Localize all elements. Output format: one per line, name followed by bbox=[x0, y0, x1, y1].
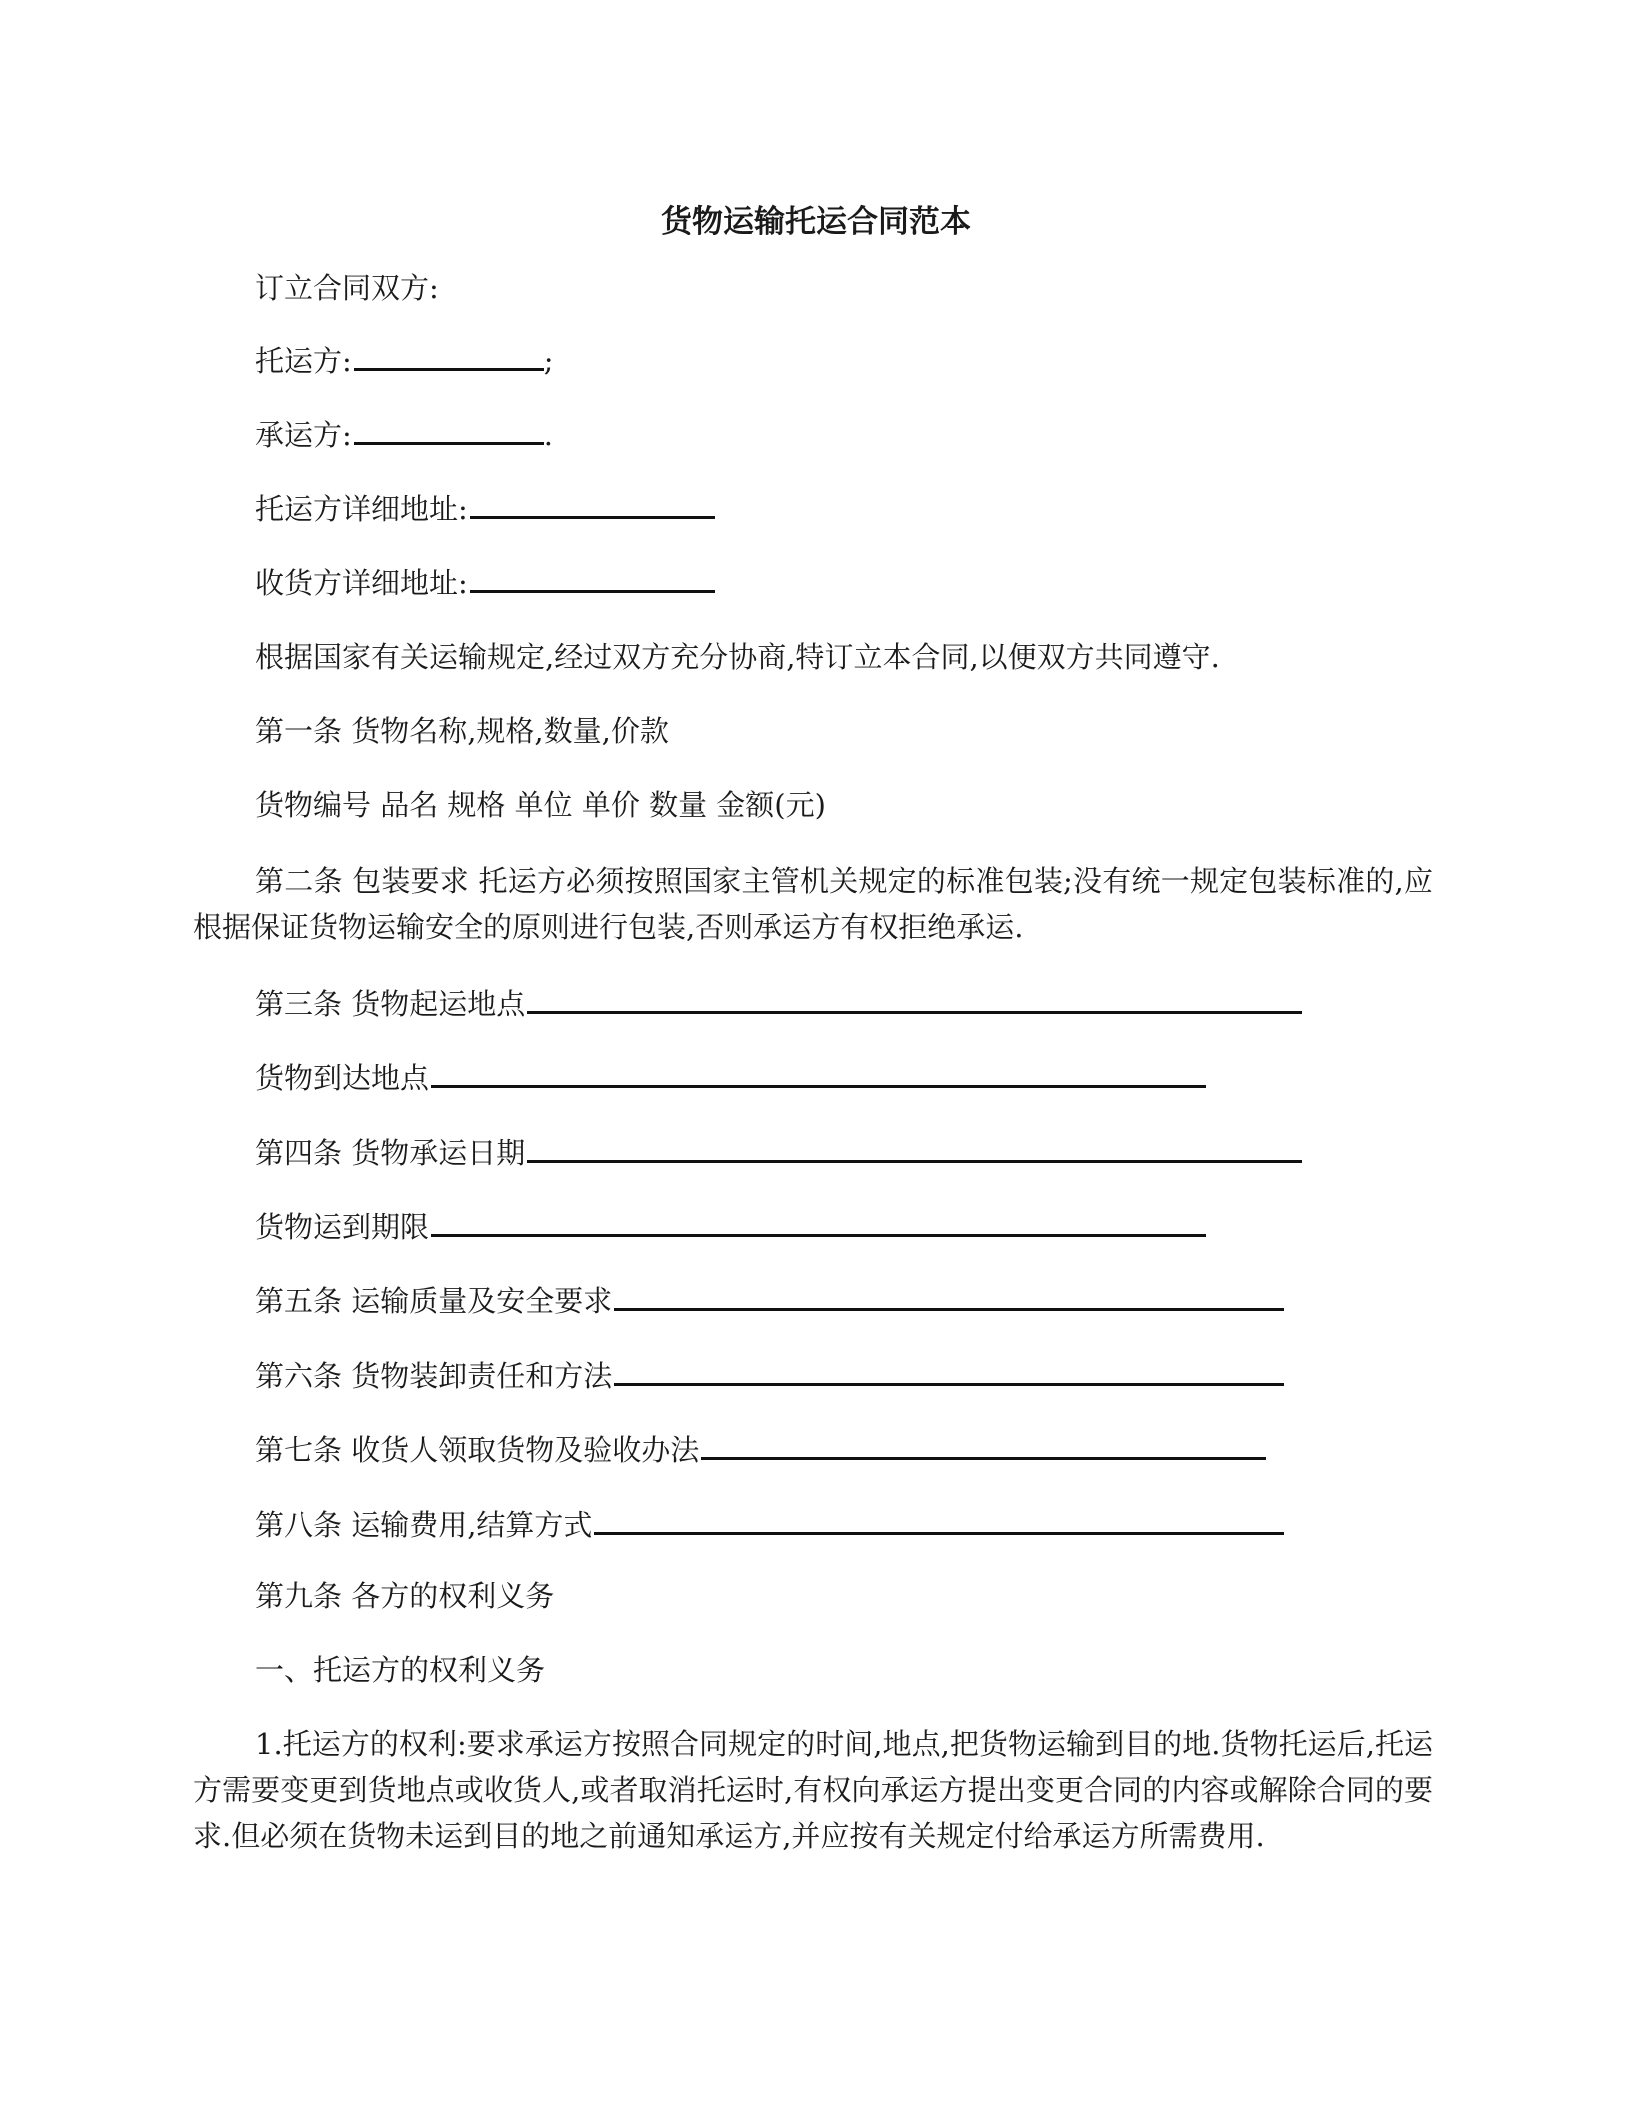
article6-blank bbox=[614, 1353, 1284, 1386]
shipper-blank bbox=[354, 338, 544, 371]
article3-destination-line bbox=[255, 1055, 1206, 1098]
article8-label: 第八条 运输费用,结算方式 bbox=[255, 1508, 593, 1542]
parties-heading: 订立合同双方: bbox=[255, 271, 439, 305]
carrier-label: 承运方: bbox=[255, 418, 352, 452]
article7-line bbox=[255, 1427, 1266, 1470]
article4-deadline-line bbox=[255, 1204, 1206, 1247]
article8-line bbox=[255, 1502, 1284, 1545]
shipper-address-line bbox=[255, 486, 715, 529]
article4-date-label: 第四条 货物承运日期 bbox=[255, 1136, 526, 1170]
article5-blank bbox=[614, 1278, 1284, 1311]
article9-item1-paragraph: 1.托运方的权利:要求承运方按照合同规定的时间,地点,把货物运输到目的地.货物托运后,托运方需要变更到货地点或收货人,或者取消托运时,有权向承运方提出变更合同的内容或解除合同的要求.但必须在货物未运到目的地之前通知承运方,并应按有关规定付给承运方所需费用. bbox=[193, 1727, 1433, 1853]
article6-line bbox=[255, 1353, 1284, 1396]
article7-label: 第七条 收货人领取货物及验收办法 bbox=[255, 1433, 700, 1467]
article5-line bbox=[255, 1278, 1284, 1321]
article2-paragraph: 第二条 包装要求 托运方必须按照国家主管机关规定的标准包装;没有统一规定包装标准的,应根据保证货物运输安全的原则进行包装,否则承运方有权拒绝承运. bbox=[193, 864, 1433, 944]
carrier-blank bbox=[354, 412, 544, 445]
article6-label: 第六条 货物装卸责任和方法 bbox=[255, 1359, 613, 1393]
preamble: 根据国家有关运输规定,经过双方充分协商,特订立本合同,以便双方共同遵守. bbox=[255, 640, 1220, 674]
article5-label: 第五条 运输质量及安全要求 bbox=[255, 1284, 613, 1318]
consignee-address-blank bbox=[470, 560, 715, 593]
shipper-address-label: 托运方详细地址: bbox=[255, 492, 468, 526]
shipper-address-blank bbox=[470, 486, 715, 519]
article3-origin-label: 第三条 货物起运地点 bbox=[255, 987, 526, 1021]
article8-blank bbox=[594, 1502, 1284, 1535]
carrier-end: . bbox=[543, 418, 553, 452]
article4-date-line bbox=[255, 1130, 1302, 1173]
article1-heading: 第一条 货物名称,规格,数量,价款 bbox=[255, 714, 669, 748]
article3-destination-blank bbox=[431, 1055, 1206, 1088]
article4-deadline-label: 货物运到期限 bbox=[255, 1210, 430, 1244]
article4-deadline-blank bbox=[431, 1204, 1206, 1237]
article3-origin-blank bbox=[527, 981, 1302, 1014]
article4-date-blank bbox=[527, 1130, 1302, 1163]
article9-section1: 一、托运方的权利义务 bbox=[255, 1653, 546, 1687]
article3-origin-line bbox=[255, 981, 1302, 1024]
document-title: 货物运输托运合同范本 bbox=[661, 204, 971, 240]
consignee-address-label: 收货方详细地址: bbox=[255, 566, 468, 600]
consignee-address-line bbox=[255, 560, 715, 603]
shipper-label: 托运方: bbox=[255, 344, 352, 378]
article3-destination-label: 货物到达地点 bbox=[255, 1061, 430, 1095]
article1-columns: 货物编号 品名 规格 单位 单价 数量 金额(元) bbox=[255, 788, 826, 822]
article7-blank bbox=[701, 1427, 1266, 1460]
article9-heading: 第九条 各方的权利义务 bbox=[255, 1579, 555, 1613]
shipper-end: ; bbox=[543, 344, 554, 378]
carrier-line bbox=[255, 412, 553, 455]
shipper-line bbox=[255, 338, 554, 381]
